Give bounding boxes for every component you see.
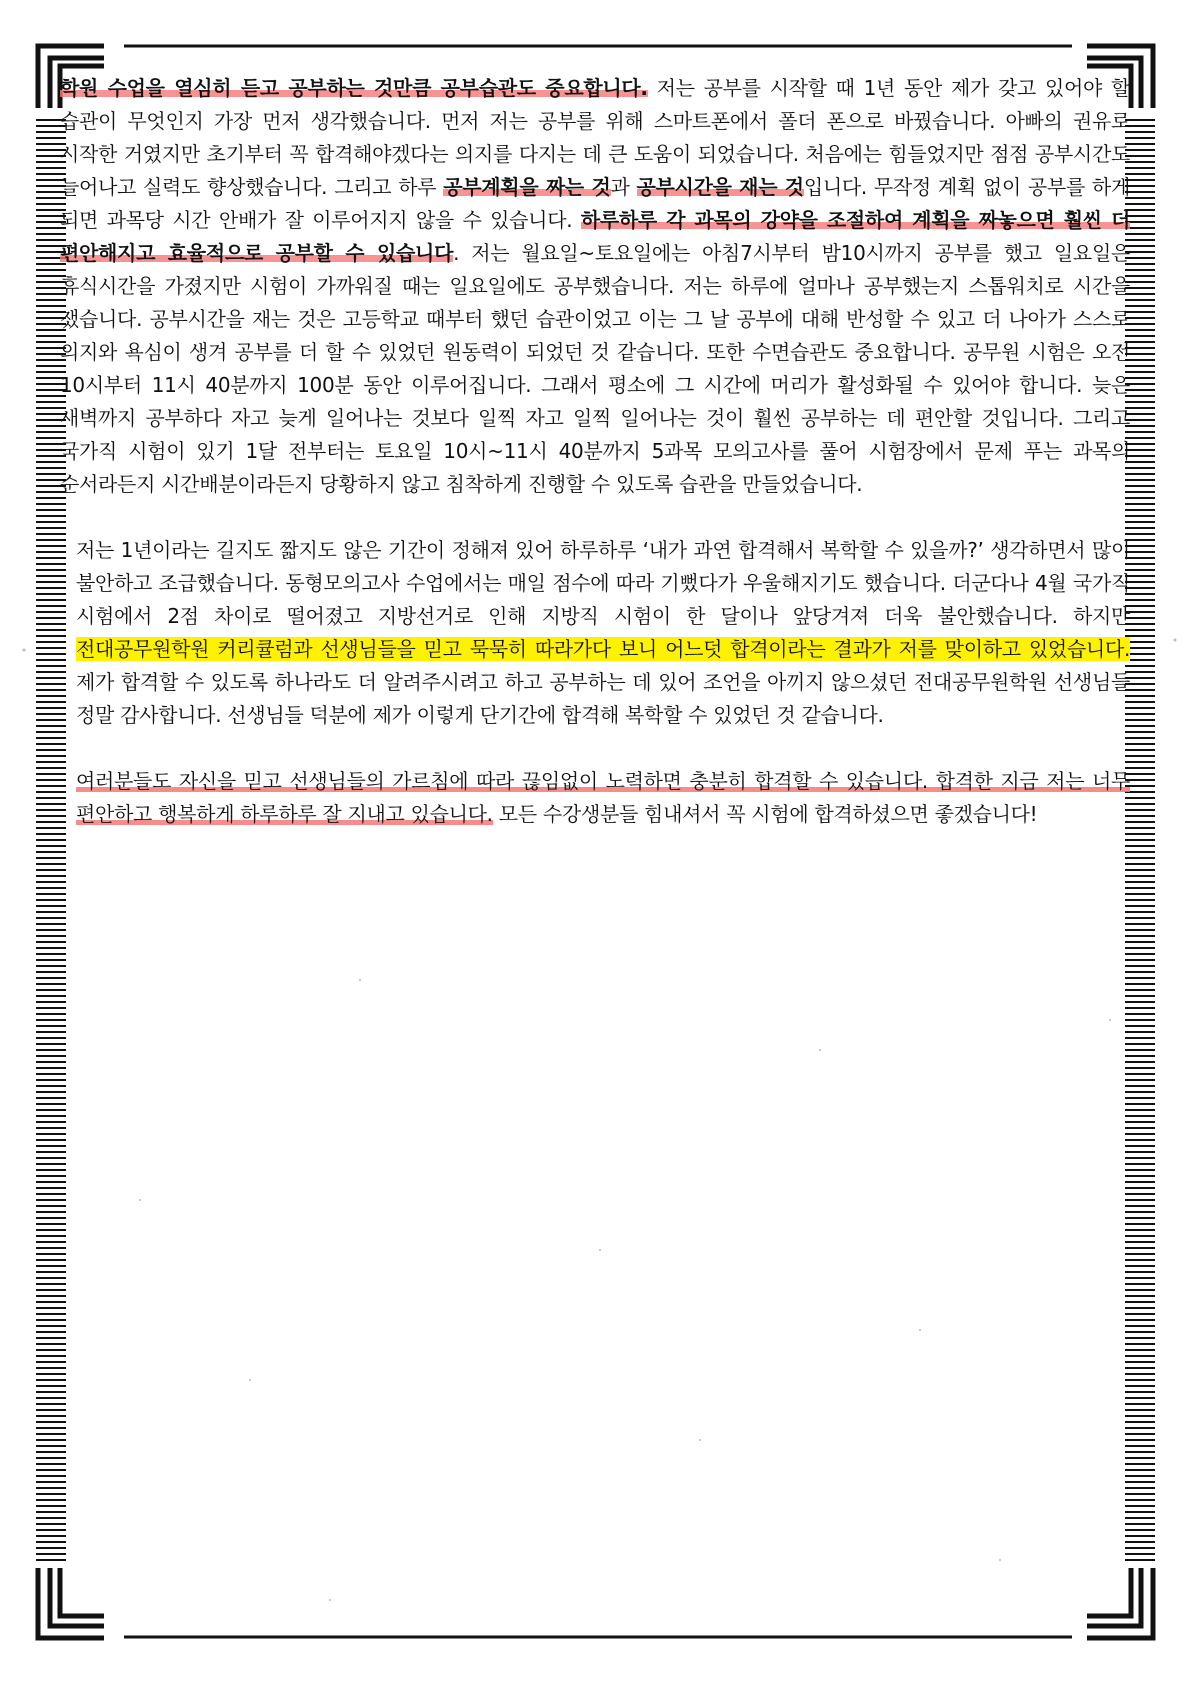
text-segment: 입니다. 무작정 계획 없이 공부를 하게 되면 과목당 시간 안배가 잘 이루어지지 않을 수 있습니다. xyxy=(60,175,1130,232)
text-segment: 여러분들도 자신을 믿고 선생님들의 가르침에 따라 끊임없이 노력하면 충분히 합격할 수 있습니다. 합격한 지금 저는 너무 편안하고 행복하게 하루하루 잘 지내고 있습니다. xyxy=(76,769,1130,826)
paragraph-encouragement xyxy=(60,765,1130,831)
paragraph-anxiety-and-thanks xyxy=(60,534,1130,732)
paragraph-study-habits xyxy=(60,72,1130,501)
text-segment: 전대공무원학원 커리큘럼과 선생님들을 믿고 묵묵히 따라가다 보니 어느덧 합격이라는 결과가 저를 맞이하고 있었습니다. xyxy=(76,637,1130,661)
text-segment: . 저는 월요일~토요일에는 아침7시부터 밤10시까지 공부를 했고 일요일은 휴식시간을 가졌지만 시험이 가까워질 때는 일요일에도 공부했습니다. 저는 하루에 얼마나 공부했는지 스톱워치로 시간을 쟀습니다. 공부시간을 재는 것은 고등학교 때부터 했던 습관이었고 이는 그 날 공부에 대해 반성할 수 있고 더 나아가 스스로 의지와 욕심이 생겨 공부를 더 할 수 있었던 원동력이 되었던 것 같습니다. 또한 수면습관도 중요합니다. 공무원 시험은 오전 10시부터 11시 40분까지 100분 동안 이루어집니다. 그래서 평소에 그 시간에 머리가 활성화될 수 있어야 합니다. 늦은 새벽까지 공부하다 자고 늦게 일어나는 것보다 일찍 자고 일찍 일어나는 것이 훨씬 공부하는 데 편안할 것입니다. 그리고 국가직 시험이 있기 1달 전부터는 토요일 10시~11시 40분까지 5과목 모의고사를 풀어 시험장에서 문제 푸는 과목의 순서라든지 시간배분이라든지 당황하지 않고 침착하게 진행할 수 있도록 습관을 만들었습니다. xyxy=(60,241,1130,496)
testimonial-text xyxy=(60,72,1130,831)
text-segment: 제가 합격할 수 있도록 하나라도 더 알려주시려고 하고 공부하는 데 있어 조언을 아끼지 않으셨던 전대공무원학원 선생님들 정말 감사합니다. 선생님들 덕분에 제가 이렇게 단기간에 합격해 복학할 수 있었던 것 같습니다. xyxy=(76,670,1130,727)
text-segment: 공부계획을 짜는 것 xyxy=(443,175,611,199)
text-segment: 모든 수강생분들 힘내셔서 꼭 시험에 합격하셨으면 좋겠습니다! xyxy=(492,802,1038,826)
text-segment: 저는 공부를 시작할 때 1년 동안 제가 갖고 있어야 할 습관이 무엇인지 가장 먼저 생각했습니다. 먼저 저는 공부를 위해 스마트폰에서 폴더 폰으로 바꿨습니다. 아빠의 권유로 시작한 거였지만 초기부터 꼭 합격해야겠다는 의지를 다지는 데 큰 도움이 되었습니다. 처음에는 힘들었지만 점점 공부시간도 늘어나고 실력도 향상했습니다. 그리고 하루 xyxy=(60,76,1130,199)
text-segment: 저는 1년이라는 길지도 짧지도 않은 기간이 정해져 있어 하루하루 ‘내가 과연 합격해서 복학할 수 있을까?’ 생각하면서 많이 불안하고 조급했습니다. 동형모의고사 수업에서는 매일 점수에 따라 기뻤다가 우울해지기도 했습니다. 더군다나 4월 국가직 시험에서 2점 차이로 떨어졌고 지방선거로 인해 지방직 시험이 한 달이나 앞당겨져 더욱 불안했습니다. 하지만 xyxy=(76,538,1130,628)
text-segment: 과 xyxy=(610,175,637,199)
text-segment: 학원 수업을 열심히 듣고 공부하는 것만큼 공부습관도 중요합니다. xyxy=(60,76,648,100)
text-segment: 공부시간을 재는 것 xyxy=(636,175,804,199)
corner-bracket-bottom-right xyxy=(1087,1568,1153,1638)
corner-bracket-bottom-left xyxy=(38,1568,104,1638)
text-segment: 하루하루 각 과목의 강약을 조절하여 계획을 짜놓으면 훨씬 더 편안해지고 효율적으로 공부할 수 있습니다 xyxy=(60,208,1130,265)
